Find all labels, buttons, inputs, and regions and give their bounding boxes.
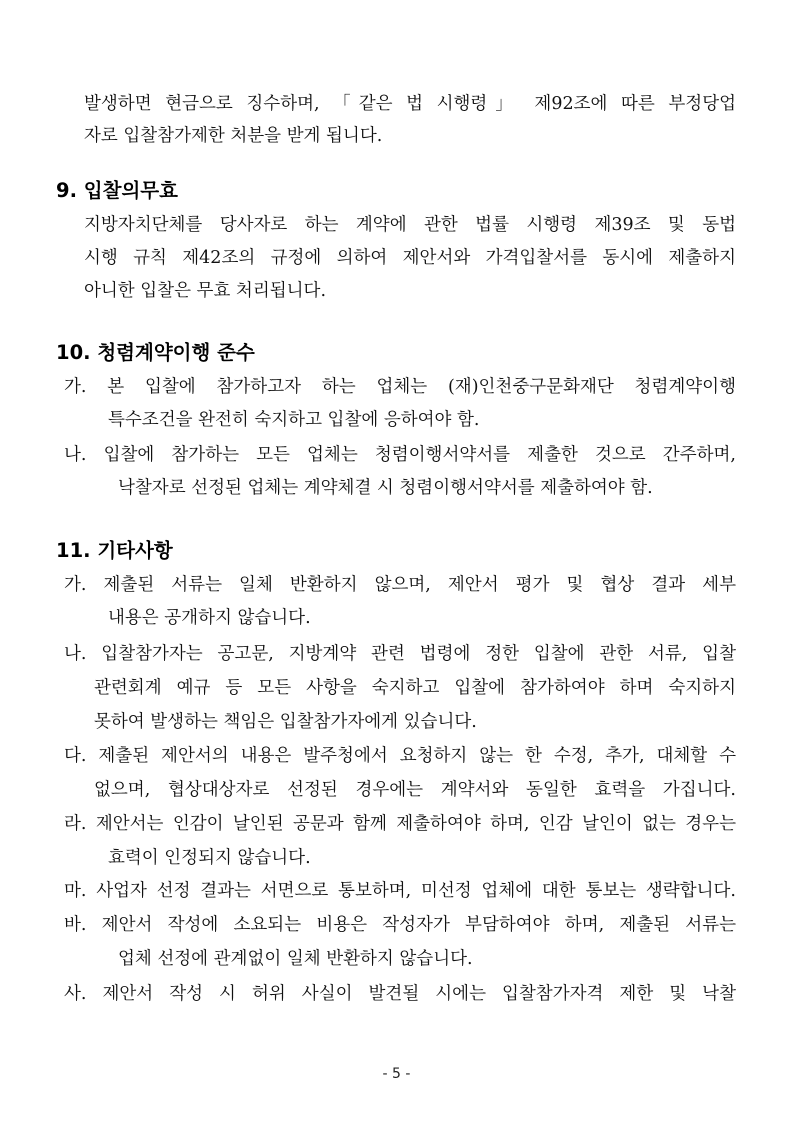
section-9-heading: 9. 입찰의무효 <box>56 179 178 202</box>
paragraph-line: 시행 규칙 제42조의 규정에 의하여 제안서와 가격입찰서를 동시에 제출하지 <box>84 248 736 268</box>
list-item-continuation: 없으며, 협상대상자로 선정된 경우에는 계약서와 동일한 효력을 가집니다. <box>94 780 736 800</box>
list-item-continuation: 낙찰자로 선정된 업체는 계약체결 시 청렴이행서약서를 제출하여야 함. <box>118 478 653 498</box>
list-item-continuation: 특수조건을 완전히 숙지하고 입찰에 응하여야 함. <box>108 410 480 430</box>
section-11-heading: 11. 기타사항 <box>56 539 173 562</box>
paragraph-line: 지방자치단체를 당사자로 하는 계약에 관한 법률 시행령 제39조 및 동법 <box>84 215 736 235</box>
list-item: 마. 사업자 선정 결과는 서면으로 통보하며, 미선정 업체에 대한 통보는 생략합니다. <box>64 881 736 901</box>
list-item: 바. 제안서 작성에 소요되는 비용은 작성자가 부담하여야 하며, 제출된 서류는 <box>64 915 736 935</box>
list-item: 라. 제안서는 인감이 날인된 공문과 함께 제출하여야 하며, 인감 날인이 없는 경우는 <box>64 814 736 834</box>
list-item-continuation: 관련회계 예규 등 모든 사항을 숙지하고 입찰에 참가하여야 하며 숙지하지 <box>94 678 736 698</box>
list-item: 다. 제출된 제안서의 내용은 발주청에서 요청하지 않는 한 수정, 추가, 대체할 수 <box>64 746 736 766</box>
list-item-continuation: 내용은 공개하지 않습니다. <box>108 608 311 628</box>
paragraph-line: 아니한 입찰은 무효 처리됩니다. <box>84 281 327 301</box>
list-item: 사. 제안서 작성 시 허위 사실이 발견될 시에는 입찰참가자격 제한 및 낙찰 <box>64 984 736 1004</box>
list-item: 나. 입찰참가자는 공고문, 지방계약 관련 법령에 정한 입찰에 관한 서류, 입찰 <box>64 644 736 664</box>
page-number: - 5 - <box>382 1066 411 1082</box>
list-item-continuation: 효력이 인정되지 않습니다. <box>108 848 311 868</box>
list-item: 나. 입찰에 참가하는 모든 업체는 청렴이행서약서를 제출한 것으로 간주하며, <box>64 445 736 465</box>
list-item: 가. 본 입찰에 참가하고자 하는 업체는 (재)인천중구문화재단 청렴계약이행 <box>64 377 736 397</box>
list-item-continuation: 못하여 발생하는 책임은 입찰참가자에게 있습니다. <box>94 712 477 732</box>
list-item-continuation: 업체 선정에 관계없이 일체 반환하지 않습니다. <box>118 949 473 969</box>
section-10-heading: 10. 청렴계약이행 준수 <box>56 341 255 364</box>
list-item: 가. 제출된 서류는 일체 반환하지 않으며, 제안서 평가 및 협상 결과 세부 <box>64 575 736 595</box>
paragraph-line: 발생하면 현금으로 징수하며, 「같은 법 시행령」 제92조에 따른 부정당업 <box>84 94 736 114</box>
paragraph-line: 자로 입찰참가제한 처분을 받게 됩니다. <box>84 126 383 146</box>
